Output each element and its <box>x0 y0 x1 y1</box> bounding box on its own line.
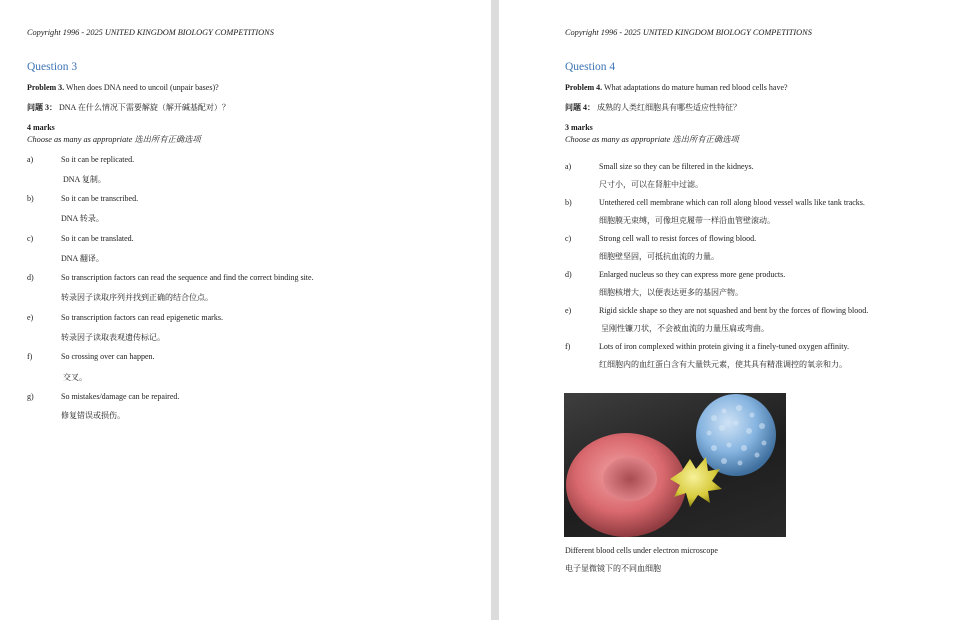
question-4-problem <box>565 83 788 92</box>
option-letter: f) <box>565 342 571 351</box>
image-caption-zh: 电子显微镜下的不同血细胞 <box>565 564 661 573</box>
white-blood-cell <box>696 394 776 476</box>
option-letter: e) <box>565 306 572 315</box>
question-3-title: Question 3 <box>27 61 78 73</box>
question-4-instruction: Choose as many as appropriate 选出所有正确选项 <box>565 135 739 144</box>
problem-text: When does DNA need to uncoil (unpair bases)? <box>66 83 219 92</box>
option-text[interactable]: Strong cell wall to resist forces of flowing blood. <box>599 234 757 243</box>
option-text-zh: DNA 转录。 <box>61 214 104 223</box>
option-letter: d) <box>565 270 572 279</box>
question-3-problem-zh <box>27 102 230 113</box>
question-3-problem <box>27 83 219 92</box>
blood-cells-illustration <box>564 393 786 537</box>
option-text[interactable]: So it can be translated. <box>61 234 134 243</box>
option-text-zh: 呈刚性镰刀状，不会被血流的力量压扁或弯曲。 <box>601 324 769 333</box>
option-letter: d) <box>27 273 34 282</box>
option-text-zh: 转录因子读取表观遗传标记。 <box>61 333 165 342</box>
problem-label: Problem 3. <box>27 83 65 92</box>
option-text[interactable]: So crossing over can happen. <box>61 352 155 361</box>
copyright-notice: Copyright 1996 - 2025 UNITED KINGDOM BIOLOGY COMPETITIONS <box>27 28 274 37</box>
option-text-zh: 修复错误或损伤。 <box>61 411 125 420</box>
problem-zh-label: 问题 4： <box>565 103 595 112</box>
option-text-zh: 转录因子读取序列并找到正确的结合位点。 <box>61 293 213 302</box>
problem-label: Problem 4. <box>565 83 603 92</box>
option-text[interactable]: Lots of iron complexed within protein giving it a finely-tuned oxygen affinity. <box>599 342 849 351</box>
option-letter: b) <box>27 194 34 203</box>
option-text[interactable]: So it can be replicated. <box>61 155 135 164</box>
problem-zh-label: 问题 3： <box>27 103 57 112</box>
copyright-notice: Copyright 1996 - 2025 UNITED KINGDOM BIOLOGY COMPETITIONS <box>565 28 812 37</box>
option-letter: c) <box>565 234 572 243</box>
option-text[interactable]: So transcription factors can read the sequence and find the correct binding site. <box>61 273 314 282</box>
option-letter: f) <box>27 352 33 361</box>
question-4-marks: 3 marks <box>565 123 593 132</box>
option-text[interactable]: So transcription factors can read epigenetic marks. <box>61 313 223 322</box>
option-text[interactable]: So mistakes/damage can be repaired. <box>61 392 180 401</box>
option-letter: a) <box>27 155 34 164</box>
question-3-marks: 4 marks <box>27 123 55 132</box>
image-caption: Different blood cells under electron microscope <box>565 546 718 555</box>
option-text-zh: 尺寸小，可以在肾脏中过滤。 <box>599 180 703 189</box>
option-text[interactable]: Rigid sickle shape so they are not squashed and bent by the forces of flowing blood. <box>599 306 869 315</box>
option-text-zh: DNA 翻译。 <box>61 254 104 263</box>
page-gutter <box>491 0 499 620</box>
option-text[interactable]: Small size so they can be filtered in the kidneys. <box>599 162 754 171</box>
problem-text: What adaptations do mature human red blood cells have? <box>604 83 788 92</box>
option-letter: c) <box>27 234 34 243</box>
option-text[interactable]: Enlarged nucleus so they can express more gene products. <box>599 270 786 279</box>
option-text-zh: 交叉。 <box>63 373 87 382</box>
option-letter: a) <box>565 162 572 171</box>
blood-cells-micrograph <box>564 393 786 537</box>
question-4-problem-zh <box>565 102 741 113</box>
option-text-zh: 细胞壁坚固，可抵抗血流的力量。 <box>599 252 719 261</box>
problem-zh-text: 成熟的人类红细胞具有哪些适应性特征？ <box>597 103 741 112</box>
red-blood-cell <box>566 433 686 537</box>
document-page-right <box>499 0 965 620</box>
problem-zh-text: DNA 在什么情况下需要解旋（解开碱基配对）？ <box>59 103 230 112</box>
option-letter: g) <box>27 392 34 401</box>
option-text-zh: 红细胞内的血红蛋白含有大量铁元素，使其具有精准调控的氧亲和力。 <box>599 360 847 369</box>
option-text[interactable]: So it can be transcribed. <box>61 194 139 203</box>
option-text-zh: 细胞膜无束缚，可像坦克履带一样沿血管壁滚动。 <box>599 216 775 225</box>
option-letter: e) <box>27 313 34 322</box>
option-letter: b) <box>565 198 572 207</box>
option-text-zh: DNA 复制。 <box>63 175 106 184</box>
option-text-zh: 细胞核增大，以便表达更多的基因产物。 <box>599 288 743 297</box>
option-text[interactable]: Untethered cell membrane which can roll along blood vessel walls like tank tracks. <box>599 198 865 207</box>
question-3-instruction: Choose as many as appropriate 选出所有正确选项 <box>27 135 201 144</box>
question-4-title: Question 4 <box>565 61 616 73</box>
